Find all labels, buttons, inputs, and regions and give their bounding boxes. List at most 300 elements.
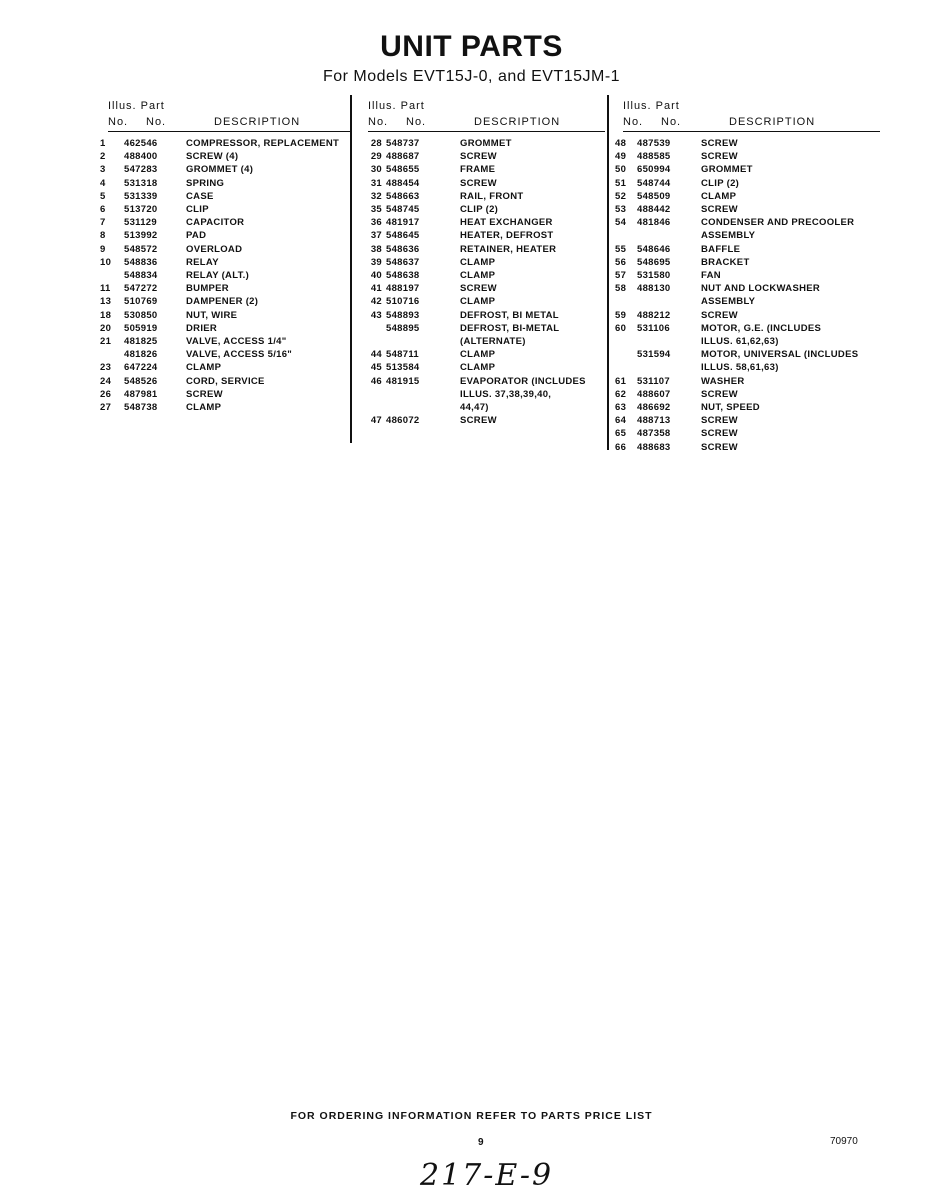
parts-column-1: [100, 98, 350, 414]
part-description: OVERLOAD: [186, 243, 243, 255]
table-row: [615, 137, 880, 150]
part-description: SCREW: [701, 415, 738, 427]
illus-number: 32: [370, 190, 382, 202]
illus-number: 43: [370, 309, 382, 321]
illus-number: 56: [615, 256, 627, 268]
part-number: [386, 388, 460, 401]
part-number: 486692: [637, 402, 671, 414]
illus-number: 44: [370, 349, 382, 361]
illus-number: 49: [615, 151, 627, 163]
part-number: 531339: [124, 190, 158, 202]
table-row: [615, 388, 880, 401]
part-description: FRAME: [460, 164, 496, 176]
part-number: 481917: [386, 217, 420, 229]
part-description: SCREW: [186, 388, 223, 400]
part-number: 548738: [124, 402, 158, 414]
part-number: 481826: [124, 349, 158, 361]
part-description: SCREW: [460, 177, 497, 189]
part-number: 513992: [124, 230, 158, 242]
part-description: RAIL, FRONT: [460, 190, 524, 202]
part-number: 488713: [637, 415, 671, 427]
part-description: GROMMET (4): [186, 164, 254, 176]
illus-number: [360, 388, 386, 401]
table-row: [615, 256, 880, 269]
table-row: [615, 243, 880, 256]
table-row: [615, 295, 880, 308]
table-row: [360, 388, 605, 401]
part-description: ILLUS. 61,62,63): [701, 336, 779, 348]
table-row: [100, 137, 350, 150]
table-row: [360, 414, 605, 427]
table-row: [615, 322, 880, 335]
part-description: SCREW: [701, 388, 738, 400]
part-number: 548745: [386, 204, 420, 216]
illus-number: 48: [615, 138, 627, 149]
illus-number: [360, 322, 386, 335]
part-description: (ALTERNATE): [460, 336, 526, 348]
illus-number: 51: [615, 177, 627, 189]
illus-number: 6: [100, 204, 106, 216]
table-row: [615, 177, 880, 190]
part-description: MOTOR, G.E. (INCLUDES: [701, 322, 822, 334]
part-number: 488683: [637, 441, 671, 453]
illus-number: 52: [615, 190, 627, 202]
header-illus-no: No.: [368, 116, 389, 128]
part-description: VALVE, ACCESS 1/4": [186, 336, 287, 348]
illus-number: 10: [100, 256, 112, 268]
illus-number: 61: [615, 375, 627, 387]
table-row: [100, 361, 350, 374]
header-description: DESCRIPTION: [474, 116, 561, 128]
part-description: MOTOR, UNIVERSAL (INCLUDES: [701, 349, 859, 361]
part-number: [637, 361, 701, 374]
illus-number: 45: [370, 362, 382, 374]
parts-rows: [100, 137, 350, 414]
header-rule: [108, 131, 350, 132]
part-description: COMPRESSOR, REPLACEMENT: [186, 138, 340, 149]
part-description: CLIP: [186, 204, 209, 216]
part-description: CONDENSER AND PRECOOLER: [701, 217, 855, 229]
illus-number: [615, 295, 637, 308]
table-row: [615, 190, 880, 203]
table-row: [360, 137, 605, 150]
part-number: 481915: [386, 375, 420, 387]
illus-number: 18: [100, 309, 112, 321]
part-description: 44,47): [460, 402, 489, 414]
part-description: VALVE, ACCESS 5/16": [186, 349, 293, 361]
part-description: NUT AND LOCKWASHER: [701, 283, 821, 295]
part-number: 531594: [637, 349, 671, 361]
part-number: 548744: [637, 177, 671, 189]
part-description: CLIP (2): [701, 177, 740, 189]
part-description: SCREW: [460, 283, 497, 295]
column-header: [360, 98, 605, 132]
part-number: 647224: [124, 362, 158, 374]
part-description: SPRING: [186, 177, 225, 189]
page-number: 9: [478, 1137, 484, 1148]
part-number: 548646: [637, 243, 671, 255]
table-row: [615, 401, 880, 414]
column-header: [615, 98, 880, 132]
part-description: NUT, SPEED: [701, 402, 760, 414]
illus-number: [615, 348, 637, 361]
part-description: GROMMET: [460, 138, 512, 149]
illus-number: [100, 348, 124, 361]
illus-number: 27: [100, 402, 112, 414]
header-illus-no: No.: [623, 116, 644, 128]
illus-number: 60: [615, 322, 627, 334]
part-number: 548836: [124, 256, 158, 268]
table-row: [100, 243, 350, 256]
part-number: 531107: [637, 375, 670, 387]
part-description: DRIER: [186, 322, 218, 334]
part-number: 488454: [386, 177, 420, 189]
illus-number: 63: [615, 402, 627, 414]
illus-number: 38: [370, 243, 382, 255]
illus-number: 26: [100, 388, 112, 400]
part-number: 488442: [637, 204, 671, 216]
part-description: CAPACITOR: [186, 217, 245, 229]
illus-number: [615, 361, 637, 374]
illus-number: 3: [100, 164, 106, 176]
part-number: 548637: [386, 256, 420, 268]
part-number: 488400: [124, 151, 158, 163]
illus-number: 29: [370, 151, 382, 163]
part-description: SCREW: [460, 151, 497, 163]
part-description: DEFROST, BI-METAL: [460, 322, 560, 334]
part-description: SCREW: [701, 138, 738, 149]
part-number: 510716: [386, 296, 420, 308]
header-part-no: No.: [661, 116, 682, 128]
part-number: 487539: [637, 138, 671, 149]
table-row: [360, 163, 605, 176]
table-row: [360, 256, 605, 269]
table-row: [100, 256, 350, 269]
part-number: 481846: [637, 217, 671, 229]
table-row: [615, 335, 880, 348]
part-description: RETAINER, HEATER: [460, 243, 557, 255]
table-row: [100, 375, 350, 388]
illus-number: 57: [615, 270, 627, 282]
illus-number: 9: [100, 243, 106, 255]
table-row: [360, 243, 605, 256]
part-description: DEFROST, BI METAL: [460, 309, 559, 321]
illus-number: 58: [615, 283, 627, 295]
illus-number: 11: [100, 283, 111, 295]
illus-number: 39: [370, 256, 382, 268]
part-description: CLAMP: [460, 270, 496, 282]
illus-number: [360, 335, 386, 348]
part-description: SCREW: [460, 415, 497, 427]
table-row: [100, 295, 350, 308]
part-number: 547283: [124, 164, 158, 176]
page-title: UNIT PARTS: [380, 30, 563, 63]
table-row: [100, 282, 350, 295]
part-description: SCREW: [701, 309, 738, 321]
part-number: 650994: [637, 164, 671, 176]
part-number: 548737: [386, 138, 420, 149]
part-number: 505919: [124, 322, 158, 334]
table-row: [615, 309, 880, 322]
illus-number: 64: [615, 415, 627, 427]
illus-number: 65: [615, 428, 627, 440]
illus-number: 13: [100, 296, 112, 308]
part-number: [637, 335, 701, 348]
table-row: [100, 216, 350, 229]
part-number: [637, 229, 701, 242]
table-row: [360, 348, 605, 361]
table-row: [615, 375, 880, 388]
part-number: 531318: [124, 177, 158, 189]
illus-number: 54: [615, 217, 627, 229]
part-number: 481825: [124, 336, 158, 348]
table-row: [100, 229, 350, 242]
table-row: [360, 309, 605, 322]
illus-number: 1: [100, 138, 106, 149]
table-row: [360, 361, 605, 374]
part-number: 548636: [386, 243, 420, 255]
illus-number: 66: [615, 441, 627, 453]
header-description: DESCRIPTION: [214, 116, 301, 128]
part-number: [637, 295, 701, 308]
part-description: ILLUS. 58,61,63): [701, 362, 779, 374]
table-row: [615, 282, 880, 295]
illus-number: 24: [100, 375, 112, 387]
part-number: 530850: [124, 309, 158, 321]
column-divider: [607, 95, 609, 450]
header-rule: [368, 131, 605, 132]
header-illus-part: Illus. Part: [623, 100, 680, 112]
illus-number: 5: [100, 190, 106, 202]
illus-number: [615, 335, 637, 348]
part-description: SCREW: [701, 441, 738, 453]
part-number: 488687: [386, 151, 420, 163]
table-row: [360, 269, 605, 282]
table-row: [100, 335, 350, 348]
illus-number: 30: [370, 164, 382, 176]
part-description: RELAY (ALT.): [186, 270, 250, 282]
table-row: [615, 414, 880, 427]
part-description: ASSEMBLY: [701, 296, 756, 308]
table-row: [615, 269, 880, 282]
part-description: CLAMP: [460, 349, 496, 361]
table-row: [360, 335, 605, 348]
table-row: [360, 177, 605, 190]
illus-number: 47: [370, 415, 382, 427]
illus-number: 23: [100, 362, 112, 374]
part-description: SCREW: [701, 151, 738, 163]
table-row: [100, 309, 350, 322]
part-description: HEATER, DEFROST: [460, 230, 554, 242]
table-row: [615, 348, 880, 361]
part-number: 531106: [637, 322, 670, 334]
part-description: CLAMP: [186, 402, 222, 414]
parts-rows: [360, 137, 605, 427]
table-row: [100, 150, 350, 163]
table-row: [100, 401, 350, 414]
table-row: [100, 388, 350, 401]
part-description: CLAMP: [460, 362, 496, 374]
part-description: SCREW: [701, 428, 738, 440]
illus-number: 36: [370, 217, 382, 229]
part-description: CLAMP: [460, 296, 496, 308]
table-row: [360, 282, 605, 295]
part-number: 510769: [124, 296, 158, 308]
part-description: PAD: [186, 230, 207, 242]
illus-number: 7: [100, 217, 106, 229]
header-illus-no: No.: [108, 116, 129, 128]
part-number: [386, 401, 460, 414]
part-number: 488585: [637, 151, 671, 163]
part-description: CORD, SERVICE: [186, 375, 265, 387]
table-row: [100, 348, 350, 361]
column-divider: [350, 95, 352, 443]
header-part-no: No.: [146, 116, 167, 128]
part-number: 548711: [386, 349, 419, 361]
header-illus-part: Illus. Part: [368, 100, 425, 112]
table-row: [360, 190, 605, 203]
models-subtitle: For Models EVT15J-0, and EVT15JM-1: [322, 68, 621, 85]
part-number: 531580: [637, 270, 671, 282]
illus-number: 46: [370, 375, 382, 387]
part-number: 488130: [637, 283, 671, 295]
table-row: [615, 361, 880, 374]
part-description: CLAMP: [460, 256, 496, 268]
part-description: CLAMP: [701, 190, 737, 202]
header-description: DESCRIPTION: [729, 116, 816, 128]
illus-number: [615, 229, 637, 242]
table-row: [615, 216, 880, 229]
part-description: CLAMP: [186, 362, 222, 374]
illus-number: 53: [615, 204, 627, 216]
part-description: RELAY: [186, 256, 219, 268]
part-number: 548695: [637, 256, 671, 268]
ordering-info-note: FOR ORDERING INFORMATION REFER TO PARTS PRICE LIST: [290, 1110, 653, 1122]
table-row: [615, 441, 880, 454]
column-header: [100, 98, 350, 132]
illus-number: [100, 269, 124, 282]
illus-number: [360, 401, 386, 414]
part-description: SCREW: [701, 204, 738, 216]
header-part-no: No.: [406, 116, 427, 128]
part-number: 487981: [124, 388, 158, 400]
part-number: 548895: [386, 322, 420, 334]
table-row: [615, 163, 880, 176]
illus-number: 37: [370, 230, 382, 242]
part-number: 488197: [386, 283, 420, 295]
part-description: BUMPER: [186, 283, 229, 295]
part-description: CLIP (2): [460, 204, 499, 216]
table-row: [360, 322, 605, 335]
table-row: [360, 229, 605, 242]
illus-number: 4: [100, 177, 106, 189]
illus-number: 55: [615, 243, 627, 255]
part-description: FAN: [701, 270, 721, 282]
part-number: 548893: [386, 309, 420, 321]
part-number: 487358: [637, 428, 671, 440]
part-number: [386, 335, 460, 348]
illus-number: 8: [100, 230, 106, 242]
part-number: 548526: [124, 375, 158, 387]
part-description: BAFFLE: [701, 243, 741, 255]
illus-number: 41: [370, 283, 382, 295]
part-description: BRACKET: [701, 256, 750, 268]
part-description: CASE: [186, 190, 214, 202]
part-number: 488607: [637, 388, 671, 400]
part-description: WASHER: [701, 375, 745, 387]
header-illus-part: Illus. Part: [108, 100, 165, 112]
part-description: HEAT EXCHANGER: [460, 217, 553, 229]
table-row: [100, 203, 350, 216]
table-row: [360, 375, 605, 388]
handwritten-annotation: 217-E-9: [420, 1158, 554, 1193]
part-description: DAMPENER (2): [186, 296, 259, 308]
part-description: ILLUS. 37,38,39,40,: [460, 388, 552, 400]
parts-column-3: [615, 98, 880, 454]
part-number: 513720: [124, 204, 158, 216]
table-row: [100, 190, 350, 203]
table-row: [615, 203, 880, 216]
part-number: 462546: [124, 138, 158, 149]
illus-number: 35: [370, 204, 382, 216]
part-number: 548663: [386, 190, 420, 202]
table-row: [100, 163, 350, 176]
illus-number: 59: [615, 309, 627, 321]
table-row: [360, 401, 605, 414]
table-row: [360, 295, 605, 308]
part-number: 548509: [637, 190, 671, 202]
table-row: [615, 150, 880, 163]
part-description: GROMMET: [701, 164, 753, 176]
illus-number: 2: [100, 151, 106, 163]
part-description: ASSEMBLY: [701, 230, 756, 242]
illus-number: 28: [370, 138, 382, 149]
table-row: [360, 216, 605, 229]
part-number: 548638: [386, 270, 420, 282]
illus-number: 62: [615, 388, 627, 400]
part-number: 547272: [124, 283, 158, 295]
part-number: 548645: [386, 230, 420, 242]
parts-column-2: [360, 98, 605, 427]
part-number: 548572: [124, 243, 158, 255]
header-rule: [623, 131, 880, 132]
part-number: 548834: [124, 270, 158, 282]
table-row: [615, 229, 880, 242]
table-row: [615, 427, 880, 440]
illus-number: 20: [100, 322, 112, 334]
part-number: 486072: [386, 415, 420, 427]
illus-number: 21: [100, 336, 112, 348]
table-row: [360, 150, 605, 163]
illus-number: 40: [370, 270, 382, 282]
part-description: EVAPORATOR (INCLUDES: [460, 375, 586, 387]
table-row: [100, 177, 350, 190]
part-number: 488212: [637, 309, 671, 321]
illus-number: 50: [615, 164, 627, 176]
parts-rows: [615, 137, 880, 454]
part-number: 531129: [124, 217, 157, 229]
document-code: 70970: [830, 1136, 858, 1147]
table-row: [100, 322, 350, 335]
table-row: [360, 203, 605, 216]
part-description: NUT, WIRE: [186, 309, 238, 321]
illus-number: 42: [370, 296, 382, 308]
illus-number: 31: [370, 177, 382, 189]
part-number: 548655: [386, 164, 420, 176]
part-description: SCREW (4): [186, 151, 239, 163]
part-number: 513584: [386, 362, 420, 374]
table-row: [100, 269, 350, 282]
